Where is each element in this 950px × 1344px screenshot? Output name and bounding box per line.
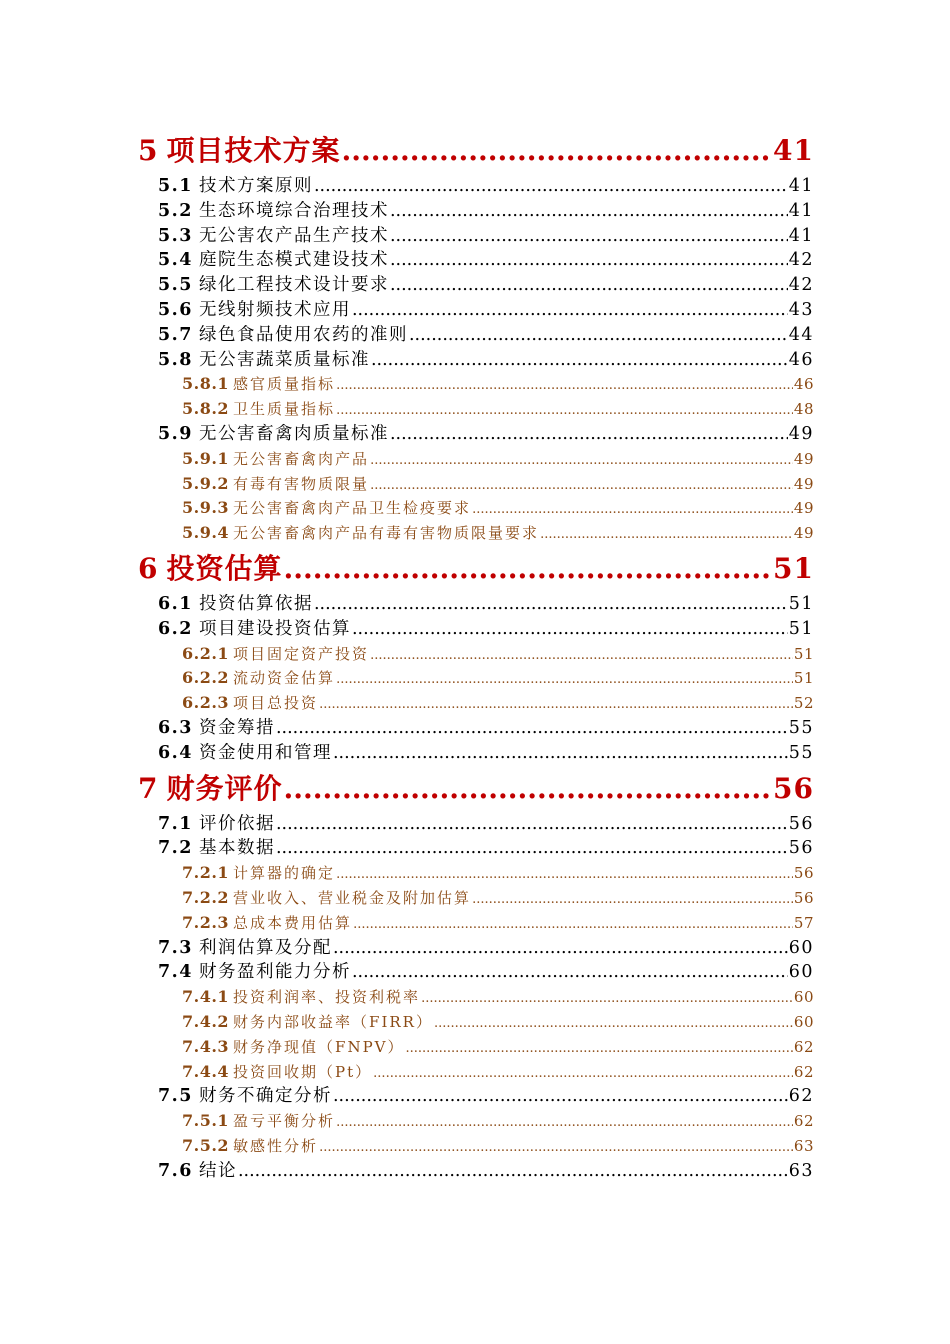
toc-dot-leader [540, 523, 793, 548]
toc-entry-page: 57 [793, 913, 814, 932]
toc-subsection-entry[interactable] [138, 985, 814, 1010]
toc-entry-title: 财务盈利能力分析 [198, 962, 351, 983]
toc-dot-leader [336, 399, 793, 424]
toc-dot-leader [390, 199, 788, 224]
toc-entry-title: 绿色食品使用农药的准则 [198, 324, 408, 345]
toc-subsection-entry[interactable] [138, 861, 814, 886]
toc-entry-number: 7.6 [158, 1160, 193, 1181]
toc-entry-number: 5.8 [158, 349, 193, 370]
toc-section-entry[interactable] [138, 836, 814, 861]
toc-entry-title: 无线射频技术应用 [198, 299, 351, 320]
toc-dot-leader [333, 936, 788, 961]
toc-section-entry[interactable] [138, 248, 814, 273]
toc-entry-title: 项目固定资产投资 [233, 644, 370, 663]
toc-chapter-entry[interactable] [138, 766, 814, 812]
toc-entry-number: 7.4.2 [182, 1011, 230, 1031]
toc-entry-number: 6.3 [158, 717, 193, 738]
toc-entry-title: 营业收入、营业税金及附加估算 [233, 888, 472, 907]
toc-entry-number: 5.7 [158, 324, 193, 345]
toc-entry-page: 56 [793, 888, 814, 907]
toc-entry-title: 项目建设投资估算 [198, 618, 351, 639]
toc-entry-number: 7.4.1 [182, 987, 230, 1007]
toc-entry-page: 49 [788, 423, 814, 444]
toc-entry-title: 总成本费用估算 [233, 913, 353, 932]
toc-dot-leader [336, 1111, 793, 1136]
toc-dot-leader [319, 693, 793, 718]
toc-dot-leader [238, 1159, 788, 1184]
toc-entry-number: 7.4.3 [182, 1036, 230, 1056]
toc-entry-number: 5.8.2 [182, 399, 230, 419]
toc-entry-number: 6.1 [158, 593, 193, 614]
toc-dot-leader [373, 1062, 793, 1087]
toc-entry-title: 感官质量指标 [233, 375, 336, 394]
toc-entry-title: 计算器的确定 [233, 864, 336, 883]
toc-entry-page: 55 [788, 742, 814, 763]
toc-dot-leader [336, 374, 793, 399]
toc-entry-number: 7.4 [158, 962, 193, 983]
toc-entry-title: 无公害畜禽肉产品有毒有害物质限量要求 [233, 524, 540, 543]
toc-section-entry[interactable] [138, 812, 814, 837]
toc-entry-title: 无公害畜禽肉产品卫生检疫要求 [233, 499, 472, 518]
toc-entry-page: 49 [793, 474, 814, 493]
toc-dot-leader [314, 174, 788, 199]
toc-entry-title: 绿化工程技术设计要求 [198, 275, 389, 296]
toc-entry-title: 投资估算 [166, 551, 283, 585]
toc-entry-page: 60 [793, 1012, 814, 1031]
toc-entry-title: 无公害畜禽肉质量标准 [198, 423, 389, 444]
toc-entry-title: 敏感性分析 [233, 1136, 319, 1155]
toc-section-entry[interactable] [138, 936, 814, 961]
toc-entry-title: 投资回收期（Pt） [233, 1062, 373, 1081]
toc-entry-title: 有毒有害物质限量 [233, 474, 370, 493]
toc-entry-title: 项目总投资 [233, 694, 319, 713]
toc-entry-page: 63 [793, 1136, 814, 1155]
toc-entry-number: 6.2.1 [182, 643, 230, 663]
toc-entry-number: 6.2 [158, 618, 193, 639]
toc-dot-leader [390, 273, 788, 298]
toc-dot-leader [472, 888, 793, 913]
toc-section-entry[interactable] [138, 1159, 814, 1184]
toc-chapter-entry[interactable] [138, 128, 814, 174]
toc-entry-number: 5.1 [158, 176, 193, 196]
toc-section-entry[interactable] [138, 298, 814, 323]
toc-entry-page: 49 [793, 499, 814, 518]
toc-entry-title: 评价依据 [198, 813, 275, 834]
toc-subsection-entry[interactable] [138, 1134, 814, 1159]
toc-section-entry[interactable] [138, 617, 814, 642]
toc-dot-leader [371, 348, 788, 373]
toc-entry-page: 56 [788, 838, 814, 859]
toc-dot-leader [370, 644, 793, 669]
toc-entry-number: 7.5.2 [182, 1135, 230, 1155]
toc-entry-number: 5.5 [158, 275, 193, 296]
toc-dot-leader [352, 617, 788, 642]
toc-dot-leader [390, 422, 788, 447]
toc-entry-page: 41 [773, 134, 814, 167]
toc-entry-title: 生态环境综合治理技术 [198, 200, 389, 221]
toc-subsection-entry[interactable] [138, 691, 814, 716]
toc-entry-number: 7.1 [158, 813, 193, 834]
toc-entry-number: 7.2.2 [182, 887, 230, 907]
toc-subsection-entry[interactable] [138, 666, 814, 691]
toc-dot-leader [434, 1012, 793, 1037]
toc-entry-number: 5.2 [158, 200, 193, 221]
toc-dot-leader [333, 741, 788, 766]
toc-section-entry[interactable] [138, 960, 814, 985]
toc-entry-page: 41 [788, 225, 814, 246]
toc-entry-page: 62 [793, 1062, 814, 1081]
toc-entry-title: 投资估算依据 [198, 593, 313, 614]
toc-entry-number: 7.4.4 [182, 1061, 230, 1081]
toc-entry-title: 财务净现值（FNPV） [233, 1037, 405, 1056]
toc-entry-page: 51 [793, 669, 814, 688]
toc-section-entry[interactable] [138, 199, 814, 224]
toc-entry-title: 无公害畜禽肉产品 [233, 449, 370, 468]
toc-entry-title: 财务评价 [166, 771, 283, 805]
toc-entry-number: 5.9.3 [182, 498, 230, 518]
toc-entry-title: 流动资金估算 [233, 669, 336, 688]
toc-entry-page: 60 [788, 937, 814, 958]
toc-section-entry[interactable] [138, 592, 814, 617]
toc-entry-title: 财务不确定分析 [198, 1086, 332, 1107]
toc-dot-leader [342, 128, 773, 174]
toc-entry-title: 资金使用和管理 [198, 742, 332, 763]
toc-dot-leader [284, 546, 773, 592]
toc-section-entry[interactable] [138, 348, 814, 373]
toc-entry-number: 5 [138, 134, 159, 167]
toc-entry-number: 5.9.4 [182, 523, 230, 543]
toc-entry-number: 5.4 [158, 250, 193, 271]
toc-entry-number: 7.2 [158, 838, 193, 859]
toc-dot-leader [370, 449, 793, 474]
toc-entry-title: 盈亏平衡分析 [233, 1112, 336, 1131]
toc-chapter-entry[interactable] [138, 546, 814, 592]
toc-entry-number: 5.3 [158, 225, 193, 246]
toc-dot-leader [336, 863, 793, 888]
toc-entry-page: 60 [788, 962, 814, 983]
toc-section-entry[interactable] [138, 273, 814, 298]
toc-entry-number: 7.3 [158, 937, 193, 958]
toc-entry-page: 62 [788, 1086, 814, 1107]
toc-entry-page: 62 [793, 1037, 814, 1056]
toc-dot-leader [352, 298, 788, 323]
toc-dot-leader [353, 913, 793, 938]
toc-dot-leader [319, 1136, 793, 1161]
toc-entry-page: 62 [793, 1112, 814, 1131]
toc-entry-page: 44 [788, 324, 814, 345]
toc-entry-number: 7.5.1 [182, 1111, 230, 1131]
toc-dot-leader [406, 1037, 793, 1062]
toc-dot-leader [336, 668, 793, 693]
toc-entry-title: 庭院生态模式建设技术 [198, 250, 389, 271]
toc-section-entry[interactable] [138, 716, 814, 741]
toc-entry-page: 51 [793, 644, 814, 663]
toc-entry-number: 7.5 [158, 1086, 193, 1107]
toc-entry-number: 5.9.2 [182, 473, 230, 493]
toc-entry-title: 基本数据 [198, 838, 275, 859]
toc-section-entry[interactable] [138, 224, 814, 249]
toc-entry-number: 7 [138, 771, 159, 805]
toc-entry-title: 财务内部收益率（FIRR） [233, 1012, 433, 1031]
toc-entry-page: 63 [788, 1160, 814, 1181]
toc-subsection-entry[interactable] [138, 397, 814, 422]
toc-entry-title: 结论 [198, 1160, 237, 1181]
toc-dot-leader [284, 766, 773, 812]
toc-dot-leader [390, 224, 788, 249]
toc-subsection-entry[interactable] [138, 1060, 814, 1085]
toc-dot-leader [333, 1084, 788, 1109]
toc-entry-title: 资金筹措 [198, 717, 275, 738]
table-of-contents [138, 128, 814, 1183]
toc-entry-page: 46 [788, 349, 814, 370]
toc-entry-number: 5.9.1 [182, 448, 230, 468]
toc-entry-number: 5.8.1 [182, 374, 230, 394]
toc-subsection-entry[interactable] [138, 521, 814, 546]
toc-entry-title: 卫生质量指标 [233, 400, 336, 419]
toc-entry-page: 46 [793, 375, 814, 394]
toc-entry-number: 7.2.1 [182, 863, 230, 883]
toc-subsection-entry[interactable] [138, 911, 814, 936]
toc-entry-title: 无公害农产品生产技术 [198, 225, 389, 246]
toc-entry-title: 利润估算及分配 [198, 937, 332, 958]
toc-subsection-entry[interactable] [138, 642, 814, 667]
toc-entry-page: 51 [788, 593, 814, 614]
toc-entry-page: 49 [793, 524, 814, 543]
toc-subsection-entry[interactable] [138, 496, 814, 521]
toc-dot-leader [276, 836, 788, 861]
toc-entry-page: 56 [788, 813, 814, 834]
toc-dot-leader [409, 323, 788, 348]
toc-subsection-entry[interactable] [138, 372, 814, 397]
toc-entry-page: 56 [793, 864, 814, 883]
toc-subsection-entry[interactable] [138, 1035, 814, 1060]
toc-entry-number: 6.2.2 [182, 668, 230, 688]
toc-dot-leader [421, 987, 793, 1012]
toc-entry-number: 6 [138, 551, 159, 585]
toc-entry-page: 51 [773, 551, 814, 585]
toc-subsection-entry[interactable] [138, 1010, 814, 1035]
toc-entry-page: 55 [788, 717, 814, 738]
toc-entry-page: 42 [788, 275, 814, 296]
toc-entry-page: 49 [793, 449, 814, 468]
toc-dot-leader [370, 474, 793, 499]
toc-entry-page: 41 [788, 200, 814, 221]
toc-entry-title: 项目技术方案 [166, 134, 341, 167]
toc-entry-number: 5.9 [158, 423, 193, 444]
toc-section-entry[interactable] [138, 174, 814, 199]
toc-entry-title: 无公害蔬菜质量标准 [198, 349, 370, 370]
toc-entry-number: 6.2.3 [182, 693, 230, 713]
toc-entry-number: 7.2.3 [182, 912, 230, 932]
toc-entry-page: 60 [793, 988, 814, 1007]
toc-entry-page: 56 [773, 771, 814, 805]
toc-entry-page: 41 [788, 176, 814, 196]
toc-section-entry[interactable] [138, 1084, 814, 1109]
toc-dot-leader [276, 716, 788, 741]
toc-section-entry[interactable] [138, 422, 814, 447]
toc-section-entry[interactable] [138, 323, 814, 348]
toc-entry-number: 6.4 [158, 742, 193, 763]
toc-dot-leader [390, 248, 788, 273]
toc-entry-page: 48 [793, 400, 814, 419]
toc-dot-leader [276, 812, 788, 837]
toc-subsection-entry[interactable] [138, 447, 814, 472]
toc-dot-leader [352, 960, 788, 985]
toc-entry-page: 52 [793, 694, 814, 713]
toc-entry-number: 5.6 [158, 299, 193, 320]
toc-section-entry[interactable] [138, 741, 814, 766]
toc-entry-title: 技术方案原则 [198, 176, 313, 196]
toc-subsection-entry[interactable] [138, 472, 814, 497]
toc-dot-leader [314, 592, 788, 617]
toc-entry-page: 51 [788, 618, 814, 639]
toc-subsection-entry[interactable] [138, 886, 814, 911]
toc-entry-page: 42 [788, 250, 814, 271]
toc-entry-title: 投资利润率、投资利税率 [233, 988, 421, 1007]
toc-subsection-entry[interactable] [138, 1109, 814, 1134]
toc-entry-page: 43 [788, 299, 814, 320]
toc-dot-leader [472, 498, 793, 523]
